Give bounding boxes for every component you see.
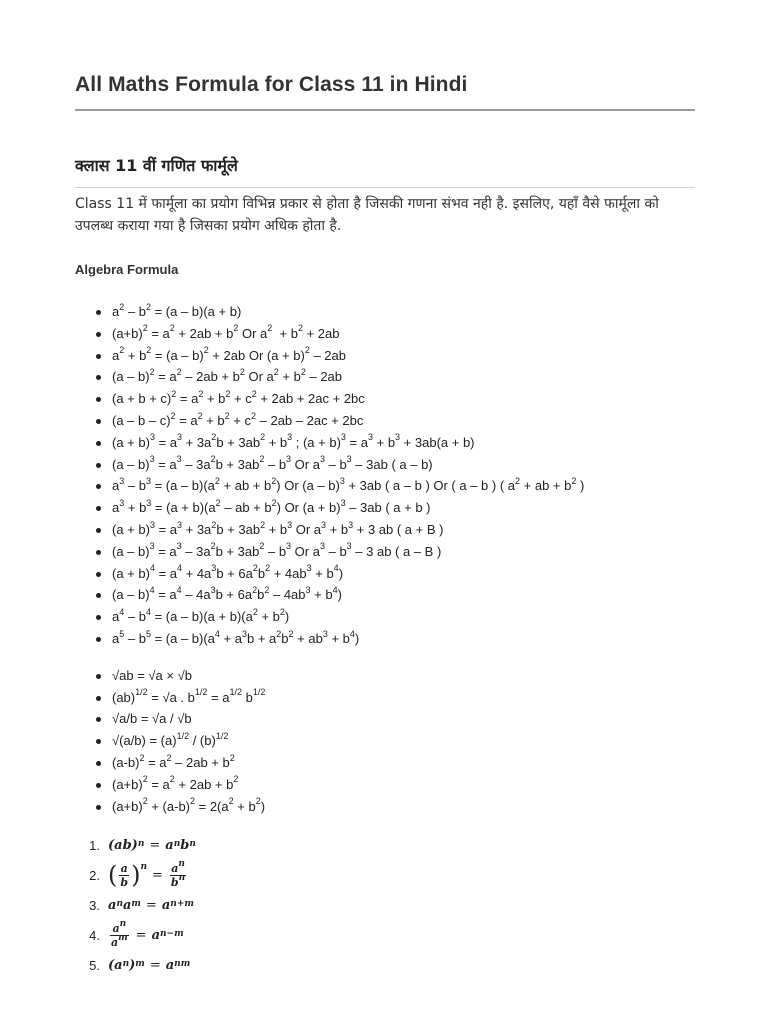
list-number: 4.	[89, 927, 100, 943]
formula: (a $^n$ ) $^m$ = a $^{nm}$	[108, 957, 191, 973]
root-formula-list	[75, 665, 694, 818]
list-item	[75, 917, 694, 953]
list-item: √ab = √a × √b	[75, 665, 694, 687]
formula: ( $\frac{a}{b}$ ) $^n$ = $\frac{a^n}{b^n}$	[108, 859, 186, 890]
list-item: √a/b = √a / √b	[75, 708, 694, 730]
intro-paragraph: Class 11 में फार्मूला का प्रयोग विभिन्न प्रकार से होता है जिसकी गणना संभव नही है. इसलिए, यहाँ वैसे फार्मूला को उपलब्ध कराया गया है जिसका प्रयोग अधिक होता है.	[75, 196, 659, 234]
list-item: $(a+b)^2 = a^2 + 2ab + b^2$ Or $a^2 + b^2 + 2ab$	[75, 323, 694, 345]
list-number: 3.	[89, 897, 100, 913]
section-divider	[75, 187, 695, 188]
list-item	[75, 893, 694, 917]
list-item: $(a+b)^2 + (a-b)^2 = 2(a^2 + b^2)$	[75, 796, 694, 818]
list-item: $a^3 + b^3 = (a + b)(a^2$ – ab + $b^2$) Or $(a + b)^3 - 3ab$ ( a + b )	[75, 497, 694, 519]
list-item: $a^2 + b^2 = (a - b)^2 + 2ab$ Or $(a + b)^2 - 2ab$	[75, 345, 694, 367]
list-item	[75, 857, 694, 893]
section-heading: क्लास 11 वीं गणित फार्मूले	[75, 156, 238, 175]
algebra-formula-list	[75, 301, 694, 650]
page-title: All Maths Formula for Class 11 in Hindi	[75, 73, 468, 96]
list-number: 5.	[89, 957, 100, 973]
list-item: $(a - b)^3 = a^3 - 3a^2b + 3ab^2 - b^3$ Or $a^3 - b^3 - 3$ ab ( a – B )	[75, 541, 694, 563]
list-item: $(a + b)^3 = a^3 + 3a^2b + 3ab^2 + b^3$ ; $(a + b)^3 = a^3 + b^3 + 3ab(a + b)$	[75, 432, 694, 454]
list-item: $(a - b)^2 = a^2 - 2ab + b^2$ Or $a^2 + b^2 - 2ab$	[75, 366, 694, 388]
list-item: $(a + b)^4 = a^4 + 4a^3b + 6a^2b^2 + 4ab^3 + b^4$)	[75, 563, 694, 585]
list-item	[75, 953, 694, 977]
list-item: $(a - b - c)^2 = a^2 + b^2 + c^2 - 2ab - 2ac + 2bc$	[75, 410, 694, 432]
formula: $\frac{a^n}{a^m}$ = a $^{n-m}$	[111, 919, 184, 949]
list-item: $a^5 - b^5 = (a - b)(a^4 + a^3b + a^2b^2 + ab^3 + b^4)$	[75, 628, 694, 650]
list-item: (ab)$^{1/2}$ = √a . $b^{1/2} = a^{1/2}$ $b^{1/2}$	[75, 687, 694, 709]
list-item: $(a + b + c)^2 = a^2 + b^2 + c^2 + 2ab + 2ac + 2bc$	[75, 388, 694, 410]
list-item: $a^4 - b^4 = (a - b)(a + b)(a^2 + b^2)$	[75, 606, 694, 628]
list-item: $(a-b)^2 = a^2 - 2ab + b^2$	[75, 752, 694, 774]
list-number: 1.	[89, 837, 100, 853]
list-item: $a^3 - b^3 = (a - b)(a^2$ + ab + $b^2$) Or (a – b)$^3$ + 3ab ( a – b ) Or ( a – b ) ( $a^2$ + ab + $b^2$ )	[75, 475, 694, 497]
subheading-algebra: Algebra Formula	[75, 262, 179, 277]
list-item: $√(a/b) = (a)^{1/2} / (b)^{1/2}$	[75, 730, 694, 752]
list-item: $a^2 - b^2 = (a - b)(a + b)$	[75, 301, 694, 323]
list-number: 2.	[89, 867, 100, 883]
list-item: $(a + b)^3 = a^3 + 3a^2b + 3ab^2 + b^3$ Or $a^3 + b^3 + 3$ ab ( a + B )	[75, 519, 694, 541]
list-item	[75, 833, 694, 857]
formula: (ab) $^n$ = a $^n$ b $^n$	[108, 837, 196, 853]
list-item: $(a - b)^4 = a^4 - 4a^3b + 6a^2b^2 - 4ab^3 + b^4$)	[75, 584, 694, 606]
formula: a $^n$ a $^m$ = a $^{n+m}$	[108, 897, 194, 913]
exponent-formula-list	[75, 833, 694, 977]
list-item: $(a - b)^3 = a^3 - 3a^2b + 3ab^2 - b^3$ Or $a^3 - b^3 - 3ab$ ( a – b)	[75, 454, 694, 476]
list-item: $(a+b)^2 = a^2 + 2ab + b^2$	[75, 774, 694, 796]
